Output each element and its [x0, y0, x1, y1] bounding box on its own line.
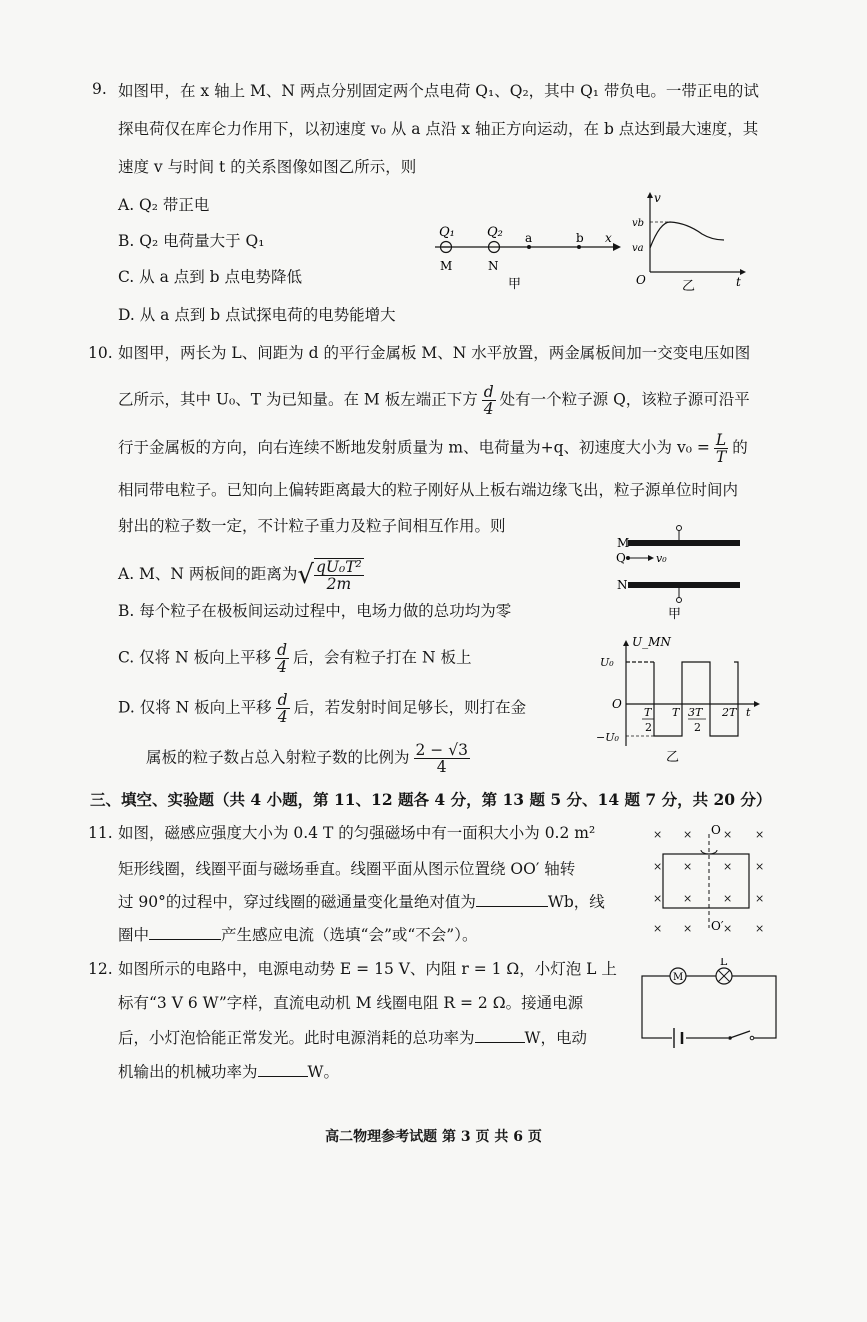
q10-jia-q: Q	[616, 551, 626, 565]
svg-text:×: ×	[683, 892, 693, 905]
q12-blank-1[interactable]	[475, 1042, 525, 1043]
q9-label-x: x	[605, 231, 612, 245]
q11-stem-line4: 圈中 产生感应电流（选填“会”或“不会”）。	[118, 926, 478, 944]
q10-jia-n: N	[617, 578, 628, 592]
q12-blank-2[interactable]	[258, 1076, 308, 1077]
q10-yi-3t: 3T	[688, 706, 703, 719]
q9-yi-vb: vb	[632, 218, 645, 229]
q10-stem-line5: 射出的粒子数一定，不计粒子重力及粒子间相互作用。则	[118, 517, 506, 535]
q11-figure	[645, 820, 770, 940]
q12-stem-line2: 标有“3 V 6 W”字样，直流电动机 M 线圈电阻 R = 2 Ω。接通电源	[118, 994, 584, 1012]
q10-yi-two-a: 2	[645, 721, 652, 734]
q9-option-b: B. Q₂ 电荷量大于 Q₁	[118, 232, 265, 250]
svg-text:×: ×	[683, 828, 693, 841]
q9-option-a: A. Q₂ 带正电	[118, 196, 210, 214]
q9-label-n: N	[488, 259, 499, 273]
q10-l-over-t: $\frac{L}{T}$	[715, 431, 727, 466]
q10-line2-post: 处有一个粒子源 Q，该粒子源可沿平	[499, 390, 750, 409]
q10-yi-umn: U_MN	[632, 636, 671, 649]
svg-text:×: ×	[723, 892, 733, 905]
svg-text:×: ×	[723, 828, 733, 841]
q10-yi-2t: 2T	[722, 706, 737, 719]
q10-caption-jia: 甲	[668, 607, 682, 622]
q10-number: 10.	[88, 344, 113, 362]
q9-stem-line1: 如图甲，在 x 轴上 M、N 两点分别固定两个点电荷 Q₁、Q₂，其中 Q₁ 带负电。一带正电的试	[118, 82, 759, 100]
q10-yi-t-half: T	[644, 706, 652, 719]
q9-option-d: D. 从 a 点到 b 点试探电荷的电势能增大	[118, 306, 396, 324]
q9-stem-line3: 速度 v 与时间 t 的关系图像如图乙所示，则	[118, 158, 417, 176]
q12-fig-m: M	[673, 972, 684, 983]
q9-caption-jia: 甲	[508, 277, 522, 292]
q10-line2-pre: 乙所示，其中 U₀、T 为已知量。在 M 板左端正下方	[118, 390, 478, 409]
q10-jia-m: M	[617, 536, 630, 550]
q10-stem-line4: 相同带电粒子。已知向上偏转距离最大的粒子刚好从上板右端边缘飞出，粒子源单位时间内	[118, 481, 739, 499]
q9-figure-yi	[632, 190, 747, 295]
q11-number: 11.	[88, 824, 113, 842]
q10-jia-v0: v₀	[656, 552, 667, 565]
q9-caption-yi: 乙	[682, 279, 696, 294]
q9-label-q1: Q₁	[439, 225, 455, 240]
q11-stem-line2: 矩形线圈，线圈平面与磁场垂直。线圈平面从图示位置绕 OO′ 轴转	[118, 860, 576, 878]
q10-figure-jia	[608, 518, 748, 623]
q11-stem-line3: 过 90°的过程中，穿过线圈的磁通量变化量绝对值为 Wb，线	[118, 893, 605, 911]
svg-text:×: ×	[683, 860, 693, 873]
q10-yi-neg-u0: −U₀	[596, 731, 619, 744]
q11-blank-1[interactable]	[476, 906, 548, 907]
q11-blank-2[interactable]	[149, 939, 221, 940]
q10-yi-t: T	[672, 706, 680, 719]
svg-text:×: ×	[723, 860, 733, 873]
page-footer: 高二物理参考试题 第 3 页 共 6 页	[325, 1129, 542, 1145]
q9-number: 9.	[92, 80, 107, 98]
q12-number: 12.	[88, 960, 113, 978]
q9-figure-jia	[425, 220, 625, 295]
q12-figure-circuit	[636, 958, 786, 1053]
svg-text:×: ×	[755, 860, 765, 873]
q9-yi-va: va	[632, 243, 644, 254]
q10-option-b: B. 每个粒子在极板间运动过程中，电场力做的总功均为零	[118, 602, 512, 620]
q12-stem-line4: 机输出的机械功率为 W。	[118, 1063, 339, 1081]
q10-stem-line2	[118, 384, 750, 417]
q10-yi-u0: U₀	[600, 656, 614, 669]
q12-stem-line3: 后，小灯泡恰能正常发光。此时电源消耗的总功率为 W，电动	[118, 1029, 587, 1047]
svg-text:×: ×	[653, 860, 663, 873]
svg-text:×: ×	[723, 922, 733, 935]
q10-figure-yi	[596, 636, 766, 766]
q11-fig-o: O	[711, 823, 721, 837]
q9-yi-t: t	[736, 275, 741, 289]
q10-line3-pre: 行于金属板的方向，向右连续不断地发射质量为 m、电荷量为+q、初速度大小为 v₀ =	[118, 438, 710, 457]
q10-stem-line1: 如图甲，两长为 L、间距为 d 的平行金属板 M、N 水平放置，两金属板间加一交变电压如图	[118, 344, 751, 362]
q10-yi-o: O	[612, 697, 622, 711]
q10-stem-line3	[118, 432, 748, 465]
q10-yi-taxis: t	[746, 706, 751, 719]
q9-label-a: a	[525, 231, 533, 245]
q12-fig-l: L	[720, 958, 728, 968]
q9-label-q2: Q₂	[487, 225, 503, 240]
q10-yi-two-b: 2	[694, 721, 701, 734]
q10-option-c: C. 仅将 N 板向上平移 $\frac{d}{4}$ 后，会有粒子打在 N 板上	[118, 641, 472, 676]
svg-text:×: ×	[755, 892, 765, 905]
svg-text:×: ×	[683, 922, 693, 935]
q10-line3-post: 的	[732, 438, 748, 457]
section-3-heading: 三、填空、实验题（共 4 小题，第 11、12 题各 4 分，第 13 题 5 分、14 题 7 分，共 20 分）	[90, 790, 772, 809]
q11-stem-line1: 如图，磁感应强度大小为 0.4 T 的匀强磁场中有一面积大小为 0.2 m²	[118, 824, 596, 842]
q9-option-c: C. 从 a 点到 b 点电势降低	[118, 268, 303, 286]
q10-d-over-4: $\frac{d}{4}$	[483, 383, 494, 418]
q12-stem-line1: 如图所示的电路中，电源电动势 E = 15 V、内阻 r = 1 Ω，小灯泡 L 上	[118, 960, 617, 978]
svg-text:×: ×	[755, 922, 765, 935]
q10-option-d: D. 仅将 N 板向上平移 $\frac{d}{4}$ 后，若发射时间足够长，则打在金	[118, 691, 527, 726]
svg-text:×: ×	[653, 892, 663, 905]
q9-yi-o: O	[636, 273, 646, 287]
q10-option-d-line2: 属板的粒子数占总入射粒子数的比例为 $\frac{2 - √3}{4}$	[146, 741, 468, 776]
q11-fig-o-prime: O′	[711, 919, 724, 933]
svg-text:×: ×	[755, 828, 765, 841]
q9-label-m: M	[440, 259, 453, 273]
q10-caption-yi: 乙	[666, 750, 680, 765]
q9-yi-v: v	[654, 191, 661, 205]
q10-sqrt-expr: √ $\frac{\text{qU₀T²}}{2m}$	[297, 558, 362, 593]
svg-text:×: ×	[653, 828, 663, 841]
svg-text:×: ×	[653, 922, 663, 935]
q9-stem-line2: 探电荷仅在库仑力作用下，以初速度 v₀ 从 a 点沿 x 轴正方向运动，在 b 点达到最大速度，其	[118, 120, 759, 138]
q9-label-b: b	[576, 231, 584, 245]
q10-option-a: A. M、N 两板间的距离为 √ $\frac{\text{qU₀T²}}{2m}$	[118, 558, 362, 593]
